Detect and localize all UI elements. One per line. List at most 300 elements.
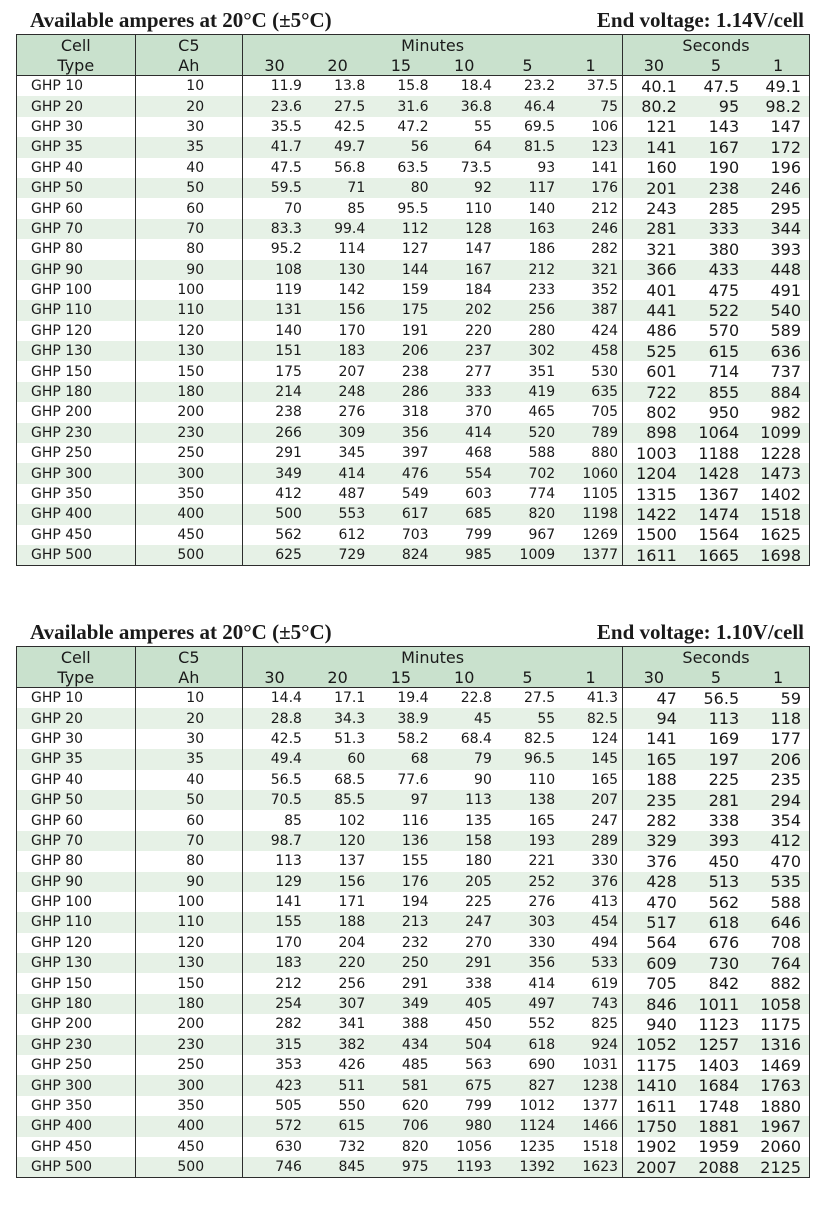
seconds-value: 1902 bbox=[623, 1137, 685, 1157]
cell-type: GHP 50 bbox=[17, 178, 136, 198]
minutes-value: 880 bbox=[559, 443, 622, 463]
seconds-value: 147 bbox=[747, 117, 809, 137]
minutes-value: 110 bbox=[433, 198, 496, 218]
cell-type: GHP 120 bbox=[17, 321, 136, 341]
c5-ah-value: 230 bbox=[135, 423, 243, 443]
c5-ah-value: 100 bbox=[135, 280, 243, 300]
seconds-value: 884 bbox=[747, 382, 809, 402]
minutes-value: 212 bbox=[496, 260, 559, 280]
minutes-value: 382 bbox=[306, 1035, 369, 1055]
seconds-value: 196 bbox=[747, 158, 809, 178]
seconds-value: 412 bbox=[747, 831, 809, 851]
minutes-value: 70 bbox=[243, 198, 306, 218]
table-row bbox=[17, 770, 810, 790]
minutes-value: 685 bbox=[433, 504, 496, 524]
minutes-value: 106 bbox=[559, 117, 622, 137]
cell-type: GHP 35 bbox=[17, 749, 136, 769]
seconds-col-header-30: 30 bbox=[623, 667, 685, 688]
minutes-col-header-10: 10 bbox=[433, 55, 496, 76]
table-body bbox=[17, 688, 810, 1178]
table-row bbox=[17, 729, 810, 749]
minutes-value: 303 bbox=[496, 912, 559, 932]
minutes-value: 170 bbox=[306, 321, 369, 341]
minutes-value: 414 bbox=[433, 423, 496, 443]
seconds-value: 59 bbox=[747, 688, 809, 709]
seconds-value: 201 bbox=[623, 178, 685, 198]
c5-ah-value: 30 bbox=[135, 117, 243, 137]
seconds-value: 225 bbox=[685, 770, 747, 790]
minutes-value: 102 bbox=[306, 810, 369, 830]
seconds-value: 470 bbox=[747, 851, 809, 871]
cell-type: GHP 500 bbox=[17, 1157, 136, 1178]
seconds-value: 354 bbox=[747, 810, 809, 830]
seconds-value: 393 bbox=[685, 831, 747, 851]
minutes-value: 1377 bbox=[559, 545, 622, 566]
minutes-value: 22.8 bbox=[433, 688, 496, 709]
minutes-value: 71 bbox=[306, 178, 369, 198]
c5-ah-value: 50 bbox=[135, 178, 243, 198]
table-row bbox=[17, 545, 810, 566]
table-row bbox=[17, 973, 810, 993]
table-row bbox=[17, 76, 810, 97]
minutes-value: 924 bbox=[559, 1035, 622, 1055]
minutes-value: 232 bbox=[369, 933, 432, 953]
minutes-value: 165 bbox=[559, 770, 622, 790]
table-row bbox=[17, 504, 810, 524]
minutes-value: 985 bbox=[433, 545, 496, 566]
minutes-value: 397 bbox=[369, 443, 432, 463]
minutes-value: 774 bbox=[496, 484, 559, 504]
seconds-value: 2125 bbox=[747, 1157, 809, 1178]
minutes-value: 56 bbox=[369, 137, 432, 157]
minutes-value: 549 bbox=[369, 484, 432, 504]
table-row bbox=[17, 872, 810, 892]
seconds-value: 2088 bbox=[685, 1157, 747, 1178]
cell-type-header-line1: Cell bbox=[17, 35, 136, 56]
table-row bbox=[17, 933, 810, 953]
minutes-value: 82.5 bbox=[559, 708, 622, 728]
minutes-value: 276 bbox=[496, 892, 559, 912]
c5-ah-value: 130 bbox=[135, 953, 243, 973]
minutes-value: 85 bbox=[306, 198, 369, 218]
seconds-value: 160 bbox=[623, 158, 685, 178]
minutes-value: 184 bbox=[433, 280, 496, 300]
seconds-value: 1518 bbox=[747, 504, 809, 524]
seconds-value: 165 bbox=[623, 749, 685, 769]
minutes-value: 159 bbox=[369, 280, 432, 300]
minutes-value: 170 bbox=[243, 933, 306, 953]
minutes-value: 487 bbox=[306, 484, 369, 504]
seconds-col-header-5: 5 bbox=[685, 55, 747, 76]
minutes-value: 97 bbox=[369, 790, 432, 810]
seconds-value: 47 bbox=[623, 688, 685, 709]
cell-type: GHP 130 bbox=[17, 341, 136, 361]
table-row bbox=[17, 423, 810, 443]
seconds-value: 1175 bbox=[747, 1014, 809, 1034]
seconds-value: 238 bbox=[685, 178, 747, 198]
minutes-value: 330 bbox=[559, 851, 622, 871]
minutes-value: 202 bbox=[433, 300, 496, 320]
minutes-value: 820 bbox=[369, 1137, 432, 1157]
minutes-value: 59.5 bbox=[243, 178, 306, 198]
seconds-value: 450 bbox=[685, 851, 747, 871]
seconds-value: 1611 bbox=[623, 545, 685, 566]
minutes-value: 55 bbox=[496, 708, 559, 728]
minutes-value: 615 bbox=[306, 1116, 369, 1136]
minutes-value: 333 bbox=[433, 382, 496, 402]
minutes-value: 282 bbox=[559, 239, 622, 259]
minutes-value: 13.8 bbox=[306, 76, 369, 97]
minutes-value: 497 bbox=[496, 994, 559, 1014]
c5-ah-value: 20 bbox=[135, 708, 243, 728]
seconds-value: 167 bbox=[685, 137, 747, 157]
c5-ah-value: 50 bbox=[135, 790, 243, 810]
table-row bbox=[17, 851, 810, 871]
seconds-value: 380 bbox=[685, 239, 747, 259]
seconds-value: 1064 bbox=[685, 423, 747, 443]
minutes-value: 113 bbox=[433, 790, 496, 810]
c5-ah-value: 500 bbox=[135, 1157, 243, 1178]
seconds-value: 540 bbox=[747, 300, 809, 320]
minutes-value: 204 bbox=[306, 933, 369, 953]
seconds-col-header-1: 1 bbox=[747, 55, 809, 76]
table-title-row bbox=[16, 6, 810, 34]
table-row bbox=[17, 239, 810, 259]
minutes-value: 1060 bbox=[559, 463, 622, 483]
cell-type: GHP 110 bbox=[17, 300, 136, 320]
minutes-value: 1056 bbox=[433, 1137, 496, 1157]
minutes-value: 238 bbox=[243, 402, 306, 422]
seconds-value: 1748 bbox=[685, 1096, 747, 1116]
minutes-value: 83.3 bbox=[243, 219, 306, 239]
table-row bbox=[17, 1116, 810, 1136]
minutes-value: 141 bbox=[559, 158, 622, 178]
minutes-col-header-15: 15 bbox=[369, 55, 432, 76]
minutes-value: 702 bbox=[496, 463, 559, 483]
minutes-value: 247 bbox=[559, 810, 622, 830]
minutes-value: 612 bbox=[306, 525, 369, 545]
minutes-value: 85 bbox=[243, 810, 306, 830]
c5-ah-value: 80 bbox=[135, 851, 243, 871]
c5-header-line1: C5 bbox=[135, 35, 243, 56]
c5-ah-value: 230 bbox=[135, 1035, 243, 1055]
seconds-value: 1625 bbox=[747, 525, 809, 545]
c5-ah-value: 35 bbox=[135, 137, 243, 157]
minutes-value: 41.7 bbox=[243, 137, 306, 157]
c5-ah-value: 450 bbox=[135, 525, 243, 545]
seconds-value: 940 bbox=[623, 1014, 685, 1034]
minutes-value: 80 bbox=[369, 178, 432, 198]
cell-type: GHP 400 bbox=[17, 1116, 136, 1136]
end-voltage-label: End voltage: 1.14V/cell bbox=[596, 8, 804, 32]
minutes-value: 349 bbox=[369, 994, 432, 1014]
seconds-value: 294 bbox=[747, 790, 809, 810]
minutes-value: 321 bbox=[559, 260, 622, 280]
minutes-value: 214 bbox=[243, 382, 306, 402]
minutes-value: 167 bbox=[433, 260, 496, 280]
minutes-value: 530 bbox=[559, 361, 622, 381]
seconds-value: 338 bbox=[685, 810, 747, 830]
minutes-value: 99.4 bbox=[306, 219, 369, 239]
minutes-value: 1193 bbox=[433, 1157, 496, 1178]
seconds-value: 80.2 bbox=[623, 96, 685, 116]
minutes-value: 552 bbox=[496, 1014, 559, 1034]
minutes-value: 156 bbox=[306, 300, 369, 320]
seconds-value: 47.5 bbox=[685, 76, 747, 97]
c5-header-line2: Ah bbox=[135, 667, 243, 688]
table-row bbox=[17, 137, 810, 157]
cell-type: GHP 350 bbox=[17, 484, 136, 504]
seconds-value: 609 bbox=[623, 953, 685, 973]
minutes-col-header-10: 10 bbox=[433, 667, 496, 688]
minutes-value: 82.5 bbox=[496, 729, 559, 749]
seconds-value: 1188 bbox=[685, 443, 747, 463]
cell-type: GHP 230 bbox=[17, 1035, 136, 1055]
table-row bbox=[17, 688, 810, 709]
c5-ah-value: 150 bbox=[135, 973, 243, 993]
cell-type: GHP 120 bbox=[17, 933, 136, 953]
minutes-value: 619 bbox=[559, 973, 622, 993]
minutes-value: 286 bbox=[369, 382, 432, 402]
c5-ah-value: 110 bbox=[135, 300, 243, 320]
seconds-value: 1052 bbox=[623, 1035, 685, 1055]
cell-type: GHP 180 bbox=[17, 994, 136, 1014]
c5-ah-value: 10 bbox=[135, 688, 243, 709]
table-row bbox=[17, 1035, 810, 1055]
table-row bbox=[17, 1075, 810, 1095]
minutes-value: 388 bbox=[369, 1014, 432, 1034]
minutes-value: 95.5 bbox=[369, 198, 432, 218]
seconds-value: 281 bbox=[685, 790, 747, 810]
minutes-value: 140 bbox=[496, 198, 559, 218]
minutes-value: 554 bbox=[433, 463, 496, 483]
cell-type: GHP 300 bbox=[17, 463, 136, 483]
minutes-value: 618 bbox=[496, 1035, 559, 1055]
minutes-value: 252 bbox=[496, 872, 559, 892]
minutes-value: 588 bbox=[496, 443, 559, 463]
cell-type: GHP 150 bbox=[17, 973, 136, 993]
cell-type: GHP 230 bbox=[17, 423, 136, 443]
c5-ah-value: 300 bbox=[135, 463, 243, 483]
seconds-value: 169 bbox=[685, 729, 747, 749]
minutes-value: 1238 bbox=[559, 1075, 622, 1095]
seconds-value: 722 bbox=[623, 382, 685, 402]
minutes-value: 81.5 bbox=[496, 137, 559, 157]
minutes-value: 476 bbox=[369, 463, 432, 483]
seconds-value: 842 bbox=[685, 973, 747, 993]
minutes-value: 352 bbox=[559, 280, 622, 300]
seconds-value: 491 bbox=[747, 280, 809, 300]
table-row bbox=[17, 525, 810, 545]
minutes-value: 193 bbox=[496, 831, 559, 851]
minutes-value: 136 bbox=[369, 831, 432, 851]
minutes-value: 28.8 bbox=[243, 708, 306, 728]
c5-ah-value: 200 bbox=[135, 1014, 243, 1034]
seconds-value: 486 bbox=[623, 321, 685, 341]
minutes-value: 256 bbox=[496, 300, 559, 320]
minutes-value: 302 bbox=[496, 341, 559, 361]
minutes-value: 330 bbox=[496, 933, 559, 953]
minutes-value: 18.4 bbox=[433, 76, 496, 97]
minutes-value: 635 bbox=[559, 382, 622, 402]
minutes-value: 703 bbox=[369, 525, 432, 545]
seconds-value: 321 bbox=[623, 239, 685, 259]
seconds-value: 802 bbox=[623, 402, 685, 422]
seconds-value: 535 bbox=[747, 872, 809, 892]
seconds-value: 708 bbox=[747, 933, 809, 953]
minutes-value: 225 bbox=[433, 892, 496, 912]
minutes-value: 141 bbox=[243, 892, 306, 912]
minutes-value: 1269 bbox=[559, 525, 622, 545]
c5-ah-value: 120 bbox=[135, 321, 243, 341]
minutes-value: 194 bbox=[369, 892, 432, 912]
seconds-value: 714 bbox=[685, 361, 747, 381]
table-row bbox=[17, 178, 810, 198]
seconds-value: 705 bbox=[623, 973, 685, 993]
minutes-value: 213 bbox=[369, 912, 432, 932]
seconds-value: 589 bbox=[747, 321, 809, 341]
table-row bbox=[17, 341, 810, 361]
minutes-value: 56.5 bbox=[243, 770, 306, 790]
c5-ah-value: 250 bbox=[135, 1055, 243, 1075]
minutes-value: 92 bbox=[433, 178, 496, 198]
minutes-value: 212 bbox=[559, 198, 622, 218]
seconds-value: 1403 bbox=[685, 1055, 747, 1075]
discharge-table-section-2 bbox=[16, 618, 810, 1178]
minutes-value: 349 bbox=[243, 463, 306, 483]
minutes-value: 123 bbox=[559, 137, 622, 157]
minutes-value: 98.7 bbox=[243, 831, 306, 851]
cell-type: GHP 35 bbox=[17, 137, 136, 157]
seconds-value: 1422 bbox=[623, 504, 685, 524]
minutes-value: 38.9 bbox=[369, 708, 432, 728]
minutes-value: 37.5 bbox=[559, 76, 622, 97]
table-row bbox=[17, 953, 810, 973]
cell-type: GHP 10 bbox=[17, 76, 136, 97]
table-row bbox=[17, 831, 810, 851]
minutes-value: 1009 bbox=[496, 545, 559, 566]
minutes-value: 553 bbox=[306, 504, 369, 524]
table-row bbox=[17, 158, 810, 178]
minutes-value: 1466 bbox=[559, 1116, 622, 1136]
minutes-value: 77.6 bbox=[369, 770, 432, 790]
seconds-value: 475 bbox=[685, 280, 747, 300]
c5-ah-value: 40 bbox=[135, 158, 243, 178]
minutes-value: 413 bbox=[559, 892, 622, 912]
c5-ah-value: 300 bbox=[135, 1075, 243, 1095]
seconds-value: 143 bbox=[685, 117, 747, 137]
c5-ah-value: 70 bbox=[135, 219, 243, 239]
minutes-value: 212 bbox=[243, 973, 306, 993]
minutes-value: 79 bbox=[433, 749, 496, 769]
seconds-value: 846 bbox=[623, 994, 685, 1014]
minutes-value: 90 bbox=[433, 770, 496, 790]
minutes-value: 967 bbox=[496, 525, 559, 545]
minutes-value: 206 bbox=[369, 341, 432, 361]
minutes-value: 743 bbox=[559, 994, 622, 1014]
seconds-value: 2007 bbox=[623, 1157, 685, 1178]
minutes-value: 110 bbox=[496, 770, 559, 790]
minutes-value: 34.3 bbox=[306, 708, 369, 728]
seconds-value: 113 bbox=[685, 708, 747, 728]
minutes-value: 145 bbox=[559, 749, 622, 769]
minutes-value: 51.3 bbox=[306, 729, 369, 749]
c5-ah-value: 90 bbox=[135, 260, 243, 280]
minutes-value: 1198 bbox=[559, 504, 622, 524]
cell-type: GHP 40 bbox=[17, 158, 136, 178]
minutes-value: 112 bbox=[369, 219, 432, 239]
minutes-value: 140 bbox=[243, 321, 306, 341]
minutes-value: 454 bbox=[559, 912, 622, 932]
seconds-value: 94 bbox=[623, 708, 685, 728]
seconds-value: 1473 bbox=[747, 463, 809, 483]
cell-type: GHP 100 bbox=[17, 892, 136, 912]
minutes-value: 387 bbox=[559, 300, 622, 320]
cell-type-header-line2: Type bbox=[17, 55, 136, 76]
minutes-value: 147 bbox=[433, 239, 496, 259]
minutes-value: 27.5 bbox=[496, 688, 559, 709]
minutes-value: 423 bbox=[243, 1075, 306, 1095]
minutes-value: 191 bbox=[369, 321, 432, 341]
c5-ah-value: 350 bbox=[135, 484, 243, 504]
c5-ah-value: 30 bbox=[135, 729, 243, 749]
c5-ah-value: 500 bbox=[135, 545, 243, 566]
cell-type: GHP 200 bbox=[17, 402, 136, 422]
minutes-col-header-5: 5 bbox=[496, 55, 559, 76]
cell-type: GHP 20 bbox=[17, 708, 136, 728]
cell-type: GHP 130 bbox=[17, 953, 136, 973]
seconds-value: 285 bbox=[685, 198, 747, 218]
cell-type: GHP 450 bbox=[17, 525, 136, 545]
minutes-value: 95.2 bbox=[243, 239, 306, 259]
cell-type: GHP 90 bbox=[17, 872, 136, 892]
minutes-value: 73.5 bbox=[433, 158, 496, 178]
minutes-value: 144 bbox=[369, 260, 432, 280]
end-voltage-label: End voltage: 1.10V/cell bbox=[596, 620, 804, 644]
seconds-value: 1474 bbox=[685, 504, 747, 524]
c5-ah-value: 60 bbox=[135, 198, 243, 218]
minutes-value: 151 bbox=[243, 341, 306, 361]
table-row bbox=[17, 443, 810, 463]
discharge-table bbox=[16, 34, 810, 566]
minutes-value: 500 bbox=[243, 504, 306, 524]
minutes-value: 49.7 bbox=[306, 137, 369, 157]
minutes-value: 494 bbox=[559, 933, 622, 953]
minutes-value: 307 bbox=[306, 994, 369, 1014]
seconds-value: 737 bbox=[747, 361, 809, 381]
minutes-value: 49.4 bbox=[243, 749, 306, 769]
minutes-value: 789 bbox=[559, 423, 622, 443]
seconds-value: 982 bbox=[747, 402, 809, 422]
minutes-value: 247 bbox=[433, 912, 496, 932]
minutes-value: 238 bbox=[369, 361, 432, 381]
seconds-value: 141 bbox=[623, 729, 685, 749]
seconds-value: 1011 bbox=[685, 994, 747, 1014]
table-row bbox=[17, 260, 810, 280]
table-row bbox=[17, 810, 810, 830]
sub-header-row bbox=[17, 55, 810, 76]
minutes-value: 176 bbox=[369, 872, 432, 892]
minutes-value: 356 bbox=[496, 953, 559, 973]
seconds-value: 1410 bbox=[623, 1075, 685, 1095]
minutes-value: 246 bbox=[559, 219, 622, 239]
table-row bbox=[17, 300, 810, 320]
minutes-value: 85.5 bbox=[306, 790, 369, 810]
minutes-value: 68.4 bbox=[433, 729, 496, 749]
minutes-col-header-30: 30 bbox=[243, 667, 306, 688]
cell-type: GHP 60 bbox=[17, 198, 136, 218]
minutes-value: 35.5 bbox=[243, 117, 306, 137]
